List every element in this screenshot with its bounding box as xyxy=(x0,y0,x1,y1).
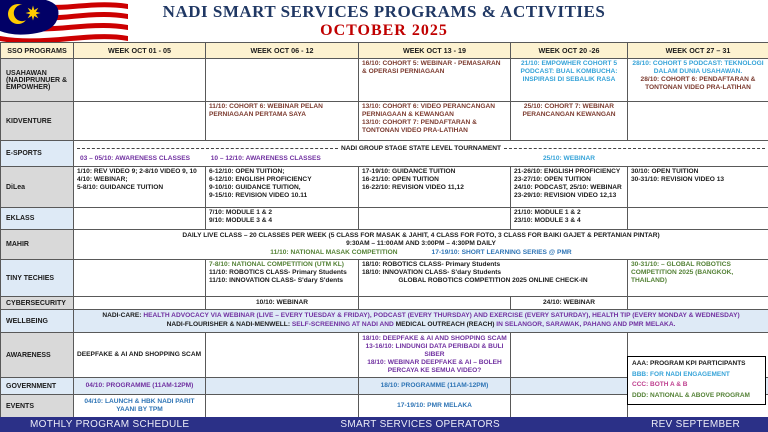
cell-government-week2 xyxy=(206,378,359,395)
tournament-empty xyxy=(625,155,765,163)
cell-government-week1 xyxy=(74,378,206,395)
merged-line xyxy=(77,249,765,258)
column-header-0: SSO PROGRAMS xyxy=(1,43,74,59)
malaysia-flag-icon xyxy=(0,0,128,42)
cell-text: 23-29/10: REVISION VIDEO 12,13 xyxy=(514,192,617,200)
merged-line xyxy=(77,312,765,321)
column-header-2: WEEK OCT 06 - 12 xyxy=(206,43,359,59)
tournament-item: 10 – 12/10: AWARENESS CLASSES xyxy=(210,155,321,162)
tournament-item: 25/10: WEBINAR xyxy=(543,155,596,162)
cell-text: 04/10: LAUNCH & HBK NADI PARIT YAANI BY TPM xyxy=(84,397,195,413)
cell-text: 7/10: MODULE 1 & 2 xyxy=(209,209,273,216)
cell-awareness-week4 xyxy=(511,333,628,378)
program-label-mahir: MAHIR xyxy=(1,230,74,260)
program-label-wellbeing: WELLBEING xyxy=(1,310,74,333)
cell-text: 18/10: INNOVATION CLASS- S'dary Students xyxy=(362,269,502,277)
cell-text: 5-8/10: GUIDANCE TUITION xyxy=(77,184,164,192)
cell-tinytechies-week3 xyxy=(359,260,628,297)
text-segment: DAILY LIVE CLASS – 20 CLASSES PER WEEK (5 CLASS FOR MASAK & JAHIT, 4 CLASS FOR FOTO, 3 CLASS FOR BAIKI GAJET & PERTANIAN PINTAR) xyxy=(182,231,660,239)
cell-events-week4 xyxy=(511,395,628,418)
cell-kidventure-week4 xyxy=(511,102,628,141)
program-label-tinytechies: TINY TECHIES xyxy=(1,260,74,297)
cell-usahawan-week1 xyxy=(74,59,206,102)
row-esports xyxy=(1,141,768,167)
cell-kidventure-week3 xyxy=(359,102,511,141)
cell-text: 30-31/10: REVISION VIDEO 13 xyxy=(631,176,725,184)
cell-text: 25/10: COHORT 7: WEBINAR PERANCANGAN KEWANGAN xyxy=(522,103,616,119)
column-header-4: WEEK OCT 20 -26 xyxy=(511,43,628,59)
cell-dilea-week3 xyxy=(359,167,511,208)
cell-text: 17-19/10: PMR MELAKA xyxy=(397,401,472,409)
cell-text: 16-22/10: REVISION VIDEO 11,12 xyxy=(362,184,464,192)
text-segment: HEALTH ADVOCACY VIA WEBINAR (LIVE – EVERY TUESDAY & FRIDAY), PODCAST (EVERY THURSDAY) AND EXERCISE (EVERY SATURDAY), HEALTH TIP (EVERY MONDAY & WEDNESDAY) xyxy=(143,312,740,320)
cell-text: 24/10: PODCAST, 25/10: WEBINAR xyxy=(514,184,622,192)
cell-text: 9/10: MODULE 3 & 4 xyxy=(209,217,273,225)
cell-usahawan-week3 xyxy=(359,59,511,102)
cell-text: 21-26/10: ENGLISH PROFICIENCY xyxy=(514,168,621,175)
tournament-item: 03 – 05/10: AWARENESS CLASSES xyxy=(80,155,191,162)
legend-item-3: DDD: NATIONAL & ABOVE PROGRAM xyxy=(632,392,750,400)
column-header-5: WEEK OCT 27 – 31 xyxy=(628,43,768,59)
cell-text: 13/10: COHORT 7: PENDAFTARAN & TONTONAN VIDEO PRA-LATIHAN xyxy=(362,119,477,135)
row-eklass xyxy=(1,208,768,230)
cell-events-week2 xyxy=(206,395,359,418)
cell-text: 1/10: REV VIDEO 9; 2-8/10 VIDEO 9, 10 xyxy=(77,168,197,175)
cell-text: 04/10: PROGRAMME (11AM-12PM) xyxy=(85,381,194,389)
row-cybersecurity xyxy=(1,297,768,310)
footer-operators-label: SMART SERVICES OPERATORS xyxy=(340,419,501,430)
page-header xyxy=(0,0,768,42)
program-label-events: EVENTS xyxy=(1,395,74,418)
cell-text: 13-16/10: LINDUNGI DATA PERIBADI & BULI SIBER xyxy=(365,342,504,358)
cell-cybersecurity-week5 xyxy=(628,297,768,310)
cell-text: 10/10: WEBINAR xyxy=(255,298,309,306)
cell-dilea-week5 xyxy=(628,167,768,208)
cell-usahawan-week2 xyxy=(206,59,359,102)
cell-cybersecurity-week4 xyxy=(511,297,628,310)
text-segment: NADI-FLOURISHER & NADI-MENWELL: xyxy=(166,321,292,328)
text-segment: MEDICAL OUTREACH (REACH) xyxy=(395,321,497,328)
text-segment: 9:30AM – 11:00AM AND 3:00PM – 4:30PM DAILY xyxy=(346,240,496,248)
program-label-kidventure: KIDVENTURE xyxy=(1,102,74,141)
cell-events-week1 xyxy=(74,395,206,418)
merged-cell-wellbeing xyxy=(74,310,768,333)
program-label-esports: E-SPORTS xyxy=(1,141,74,167)
cell-text: 9-10/10: GUIDANCE TUITION, xyxy=(209,184,301,192)
column-header-row xyxy=(1,43,768,59)
column-header-1: WEEK OCT 01 - 05 xyxy=(74,43,206,59)
program-label-awareness: AWARENESS xyxy=(1,333,74,378)
cell-eklass-week2 xyxy=(206,208,359,230)
cell-tinytechies-week1 xyxy=(74,260,206,297)
text-segment: 11/10: NATIONAL MASAK COMPETITION xyxy=(270,248,398,256)
program-label-government: GOVERNMENT xyxy=(1,378,74,395)
cell-government-week4 xyxy=(511,378,628,395)
cell-text: 30/10: OPEN TUITION xyxy=(631,168,699,175)
cell-text: 18/10: DEEPFAKE & AI AND SHOPPING SCAM xyxy=(362,334,507,342)
merged-line xyxy=(77,240,765,249)
cell-text: 23-27/10: OPEN TUITION xyxy=(514,176,591,184)
cell-kidventure-week5 xyxy=(628,102,768,141)
cell-text: 16/10: COHORT 5: WEBINAR - PEMASARAN & OPERASI PERNIAGAAN xyxy=(362,60,501,76)
legend-item-0: AAA: PROGRAM KPI PARTICIPANTS xyxy=(632,360,746,367)
cell-text: 4/10: WEBINAR; xyxy=(77,176,128,184)
tournament-line xyxy=(77,145,765,152)
row-tinytechies xyxy=(1,260,768,297)
program-label-dilea: DiLea xyxy=(1,167,74,208)
cell-text: 18/10: PROGRAMME (11AM-12PM) xyxy=(380,381,489,389)
row-mahir xyxy=(1,230,768,260)
cell-events-week3 xyxy=(359,395,511,418)
cell-text: 6-12/10: OPEN TUITION; xyxy=(209,168,285,175)
legend-box xyxy=(627,356,766,405)
cell-text: GLOBAL ROBOTICS COMPETITION 2025 ONLINE CHECK-IN xyxy=(398,277,588,285)
cell-text: DEEPFAKE & AI AND SHOPPING SCAM xyxy=(77,350,202,358)
cell-kidventure-week1 xyxy=(74,102,206,141)
cell-government-week3 xyxy=(359,378,511,395)
tournament-grid xyxy=(77,155,765,163)
footer-bar xyxy=(0,417,768,432)
cell-text: 18/10: WEBINAR DEEPFAKE & AI – BOLEH PERCAYA KE SEMUA VIDEO? xyxy=(367,359,502,375)
cell-text: 23/10: MODULE 3 & 4 xyxy=(514,217,581,225)
cell-eklass-week5 xyxy=(628,208,768,230)
cell-text: 16-21/10: OPEN TUITION xyxy=(362,176,439,184)
cell-usahawan-week5 xyxy=(628,59,768,102)
tournament-cell xyxy=(74,141,768,167)
program-label-cybersecurity: CYBERSECURITY xyxy=(1,297,74,310)
legend-item-1: BBB: FOR NADI ENGAGEMENT xyxy=(632,370,730,378)
cell-eklass-week4 xyxy=(511,208,628,230)
cell-text: 30-31/10: – GLOBAL ROBOTICS COMPETITION 2025 (BANGKOK, THAILAND) xyxy=(631,261,734,285)
program-label-usahawan: USAHAWAN (NADIPRUNUER & EMPOWHER) xyxy=(1,59,74,102)
cell-dilea-week2 xyxy=(206,167,359,208)
text-segment: 17-19/10: SHORT LEARNING SERIES @ PMR xyxy=(431,248,572,256)
cell-text: 21/10: MODULE 1 & 2 xyxy=(514,209,581,216)
program-label-eklass: EKLASS xyxy=(1,208,74,230)
cell-awareness-week3 xyxy=(359,333,511,378)
cell-text: 7-8/10: NATIONAL COMPETITION (UTM KL) xyxy=(209,261,344,268)
text-segment: NADI-CARE: xyxy=(102,312,144,320)
cell-dilea-week1 xyxy=(74,167,206,208)
cell-text: 13/10: COHORT 6: VIDEO PERANCANGAN PERNIAGAAN & KEWANGAN xyxy=(362,103,495,119)
cell-text: 28/10: COHORT 6: PENDAFTARAN & TONTONAN VIDEO PRA-LATIHAN xyxy=(640,76,756,92)
cell-tinytechies-week2 xyxy=(206,260,359,297)
footer-schedule-label: MOTHLY PROGRAM SCHEDULE xyxy=(30,419,190,430)
cell-text: 21/10: EMPOWHER COHORT 5 PODCAST: BUAL KOMBUCHA: INSPIRASI DI SEBALIK RASA xyxy=(520,60,618,84)
cell-eklass-week3 xyxy=(359,208,511,230)
merged-line xyxy=(77,232,765,241)
page-subtitle: OCTOBER 2025 xyxy=(320,21,448,39)
legend-item-2: CCC: BOTH A & B xyxy=(632,381,688,389)
cell-dilea-week4 xyxy=(511,167,628,208)
cell-usahawan-week4 xyxy=(511,59,628,102)
cell-text: 28/10: COHORT 5 PODCAST: TEKNOLOGI DALAM DUNIA USAHAWAN. xyxy=(632,60,764,76)
cell-text: 17-19/10: GUIDANCE TUITION xyxy=(362,168,456,175)
cell-cybersecurity-week3 xyxy=(359,297,511,310)
tournament-empty xyxy=(359,155,510,163)
cell-cybersecurity-week1 xyxy=(74,297,206,310)
text-segment: SELF-SCREENING AT NADI AND xyxy=(291,321,396,328)
cell-awareness-week1 xyxy=(74,333,206,378)
row-dilea xyxy=(1,167,768,208)
cell-kidventure-week2 xyxy=(206,102,359,141)
row-kidventure xyxy=(1,102,768,141)
page-title: NADI SMART SERVICES PROGRAMS & ACTIVITIES xyxy=(162,2,606,21)
cell-text: 9-15/10: REVISION VIDEO 10.11 xyxy=(209,192,308,200)
cell-tinytechies-week4 xyxy=(628,260,768,297)
cell-text: 11/10: COHORT 6: WEBINAR PELAN PERNIAGAAN PERTAMA SAYA xyxy=(209,103,323,119)
cell-text: 24/10: WEBINAR xyxy=(542,298,596,306)
cell-text: 18/10: ROBOTICS CLASS- Primary Students xyxy=(362,261,501,268)
cell-awareness-week2 xyxy=(206,333,359,378)
row-usahawan xyxy=(1,59,768,102)
merged-line xyxy=(77,321,765,330)
dash-leader xyxy=(504,148,765,149)
cell-eklass-week1 xyxy=(74,208,206,230)
footer-rev-label: REV SEPTEMBER xyxy=(651,419,740,430)
text-segment: IN SELANGOR, SARAWAK, PAHANG AND PMR MELAKA. xyxy=(496,321,676,328)
dash-leader xyxy=(77,148,338,149)
merged-cell-mahir xyxy=(74,230,768,260)
column-header-3: WEEK OCT 13 - 19 xyxy=(359,43,511,59)
cell-text: 6-12/10: ENGLISH PROFICIENCY xyxy=(209,176,312,184)
cell-cybersecurity-week2 xyxy=(206,297,359,310)
tournament-label: NADI GROUP STAGE STATE LEVEL TOURNAMENT xyxy=(340,145,502,152)
row-wellbeing xyxy=(1,310,768,333)
cell-text: 11/10: INNOVATION CLASS- S'dary S'dents xyxy=(209,277,344,285)
cell-text: 11/10: ROBOTICS CLASS- Primary Students xyxy=(209,269,347,277)
